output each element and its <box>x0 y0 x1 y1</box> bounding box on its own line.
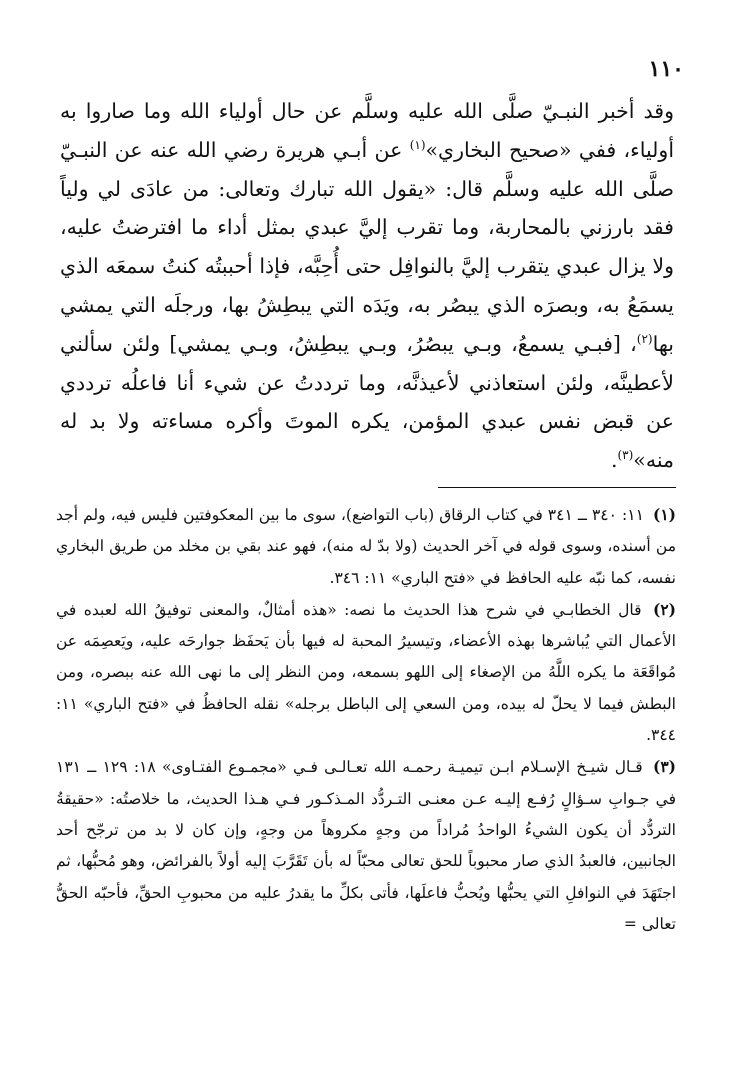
main-paragraph <box>60 92 674 480</box>
footnote-number: (١) <box>652 505 676 524</box>
footnote-number: (٣) <box>653 757 677 777</box>
footnote-ref-1[interactable]: (١) <box>409 137 426 152</box>
main-text-part-1: وقد أخبر النبـيّ صلَّى الله عليه وسلَّم عن حال أولياء الله وما صاروا به أولياء، ففي «صحيح البخاري» <box>60 99 675 162</box>
main-text-part-3: ، [فبـي يسمعُ، وبـي يبصُرُ، وبـي يبطِشُ، وبـي يمشي] ولئن سألني لأعطينَّه، ولئن استعاذني لأعيذنَّه، وما ترددتُ عن شيء أنا فاعلُه ترددي عن قبض نفس عبدي المؤمن، يكره الموتَ وأكره مساءته ولا بد له منه» <box>60 331 674 473</box>
footnotes-section <box>56 499 676 940</box>
footnote-text: قـال شيـخ الإسـلام ابـن تيميـة رحمـه الله تعـالـى فـي «مجمـوع الفتـاوى» ١٨: ١٢٩ ــ ١٣١ في جـوابِ سـؤالٍ رُفـع إليـه عـن معنـى التـردُّد المـذكـور فـي هـذا الحديث، ما خلاصتُه: «حقيقةُ التردُّد أن يكون الشيءُ الواحدُ مُراداً من وجهٍ مكروهاً من وجهٍ، وإن كان لا بد من ترجّح أحد الجانبين، فالعبدُ الذي صار محبوباً للحق تعالى محبّاً له بأن تَقَرَّبَ إليه أولاً بالفرائض، وهو مُحبُّها، ثم اجتَهَدَ في النوافلِ التي يحبُّها ويُحبُّ فاعلَها، فأتى بكلِّ ما يقدرُ عليه من محبوبِ الحقِّ، فأحبّه الحقُّ تعالى = <box>56 758 676 933</box>
footnote-2 <box>56 594 676 751</box>
footnote-1 <box>56 499 676 594</box>
footnote-ref-3[interactable]: (٣) <box>617 448 634 463</box>
footnote-text: ١١: ٣٤٠ ــ ٣٤١ في كتاب الرقاق (باب التواضع)، سوى ما بين المعكوفتين فليس فيه، ولم أجد من أسنده، وسوى قوله في آخر الحديث (ولا بدّ له منه)، فهو عند بقي بن مخلد من طريق البخاري نفسه، كما نبّه عليه الحافظ في «فتح الباري» ١١: ٣٤٦. <box>56 506 676 587</box>
main-text-part-2: عن أبـي هريرة رضي الله عنه عن النبـيّ صلَّى الله عليه وسلَّم قال: «يقول الله تبارك وتعالى: من عادَى لي ولياً فقد بارزني بالمحاربة، وما تقرب إليَّ عبدي بمثل أداء ما افترضتُ عليه، ولا يزال عبدي يتقرب إليَّ بالنوافِل حتى أُحِبَّه، فإذا أحببتُه كنتُ سمعَه الذي يسمَعُ به، وبصرَه الذي يبصُر به، ويَدَه التي يبطِشُ بها، ورجلَه التي يمشي بها <box>60 137 674 356</box>
footnote-ref-2[interactable]: (٢) <box>636 331 653 346</box>
footnote-text: قال الخطابـي في شرح هذا الحديث ما نصه: «هذه أمثالٌ، والمعنى توفيقُ الله لعبده في الأعمال التي يُباشرها بهذه الأعضاء، وتيسيرُ المحبة له فيها بأن يَحفَظ جوارحَه عليه، ويَعصِمَه عن مُواقَعَة ما يكره اللَّهُ من الإصغاء إلى اللهو بسمعه، ومن النظر إلى ما نهى الله عنه ببصره، ومن البطش فيما لا يحلّ له بيده، ومن السعي إلى الباطل برجله» نقله الحافظُ في «فتح الباري» ١١: ٣٤٤. <box>56 600 676 745</box>
page-number: ١١٠ <box>648 56 684 82</box>
footnote-divider <box>438 487 676 488</box>
footnote-number: (٢) <box>652 599 676 619</box>
main-text-end: . <box>610 448 618 473</box>
footnote-3 <box>56 751 676 940</box>
